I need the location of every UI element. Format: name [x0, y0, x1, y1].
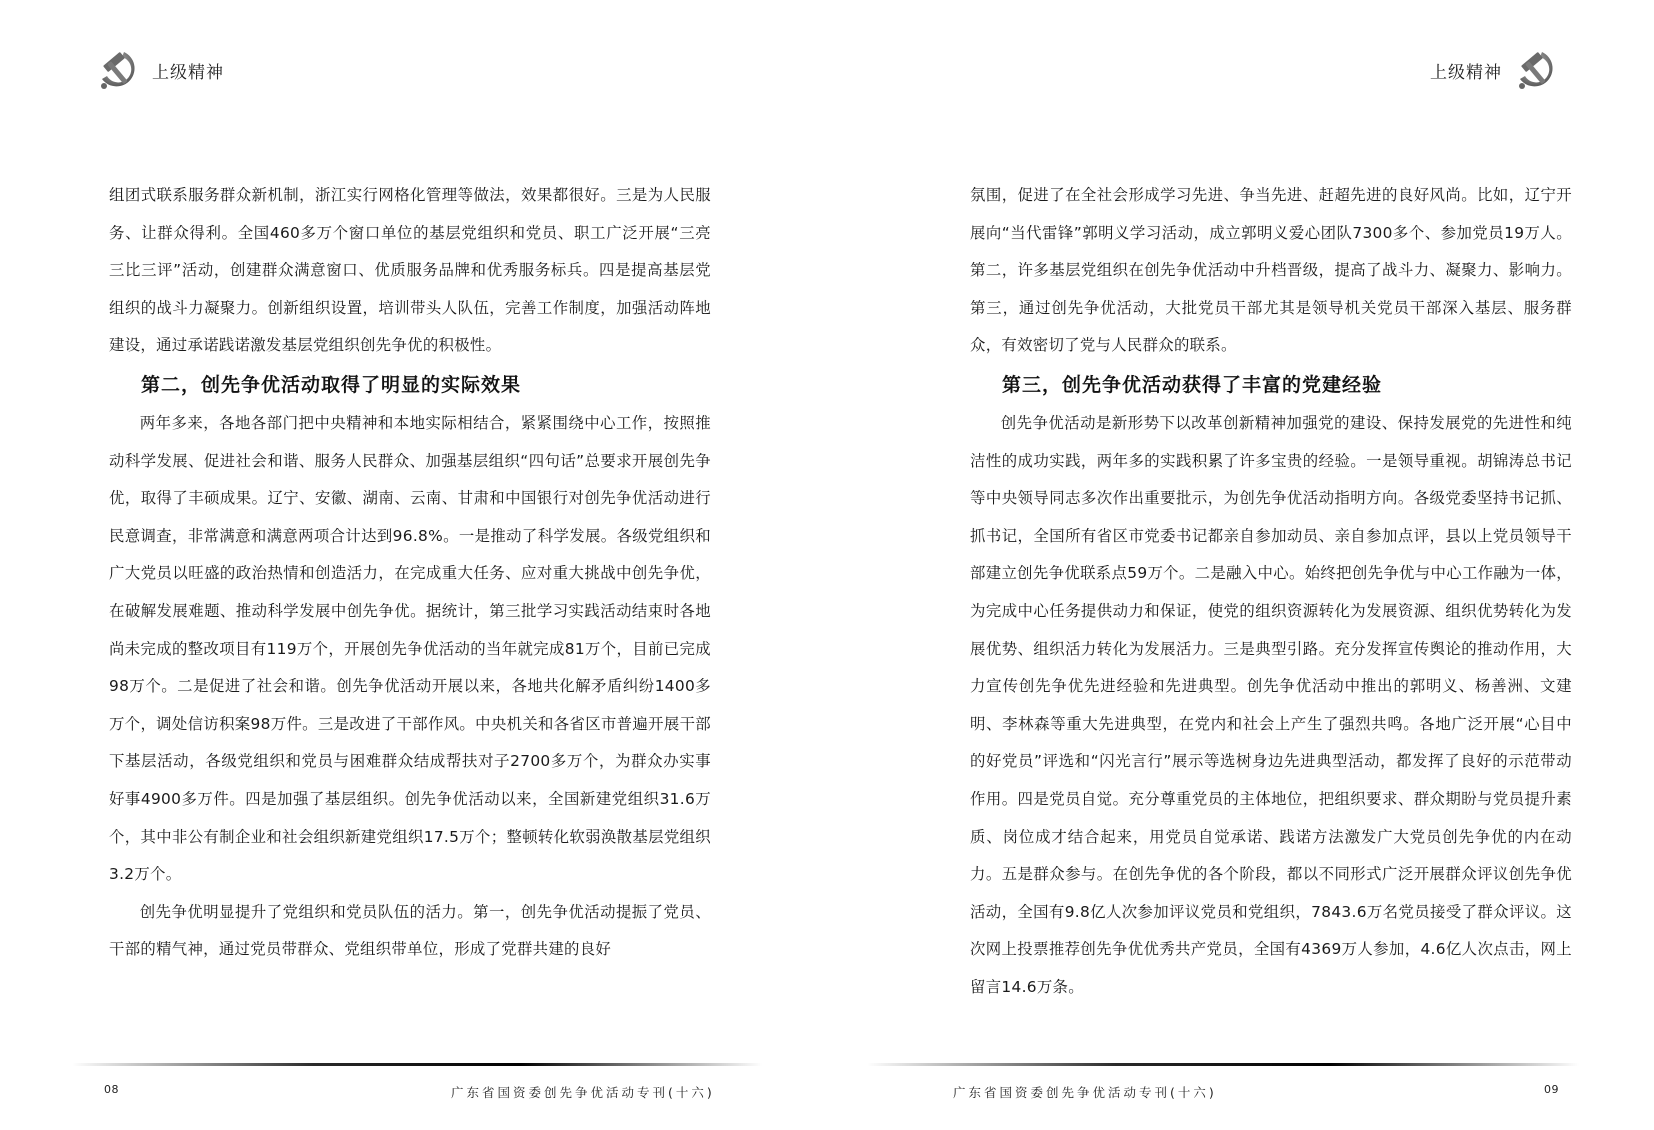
section-heading: 第三，创先争优活动获得了丰富的党建经验 [1002, 373, 1383, 396]
page-header [94, 46, 224, 94]
footer-divider [867, 1063, 1579, 1066]
body-paragraph: 氛围，促进了在全社会形成学习先进、争当先进、赶超先进的良好风尚。比如，辽宁开展向“当代雷锋”郭明义学习活动，成立郭明义爱心团队7300多个、参加党员19万人。第二，许多基层党组织在创先争优活动中升档晋级，提高了战斗力、凝聚力、影响力。第三，通过创先争优活动，大批党员干部尤其是领导机关党员干部深入基层、服务群众，有效密切了党与人民群众的联系。 [970, 186, 1572, 355]
publication-title: 广东省国资委创先争优活动专刊(十六) [451, 1085, 715, 1100]
publication-title: 广东省国资委创先争优活动专刊(十六) [953, 1085, 1217, 1100]
section-label: 上级精神 [1430, 62, 1502, 83]
right-page [827, 0, 1654, 1130]
section-label: 上级精神 [152, 62, 224, 83]
footer-divider [72, 1063, 762, 1066]
body-paragraph: 创先争优明显提升了党组织和党员队伍的活力。第一，创先争优活动提振了党员、干部的精气神，通过党员带群众、党组织带单位，形成了党群共建的良好 [109, 902, 711, 959]
hammer-sickle-icon [94, 46, 142, 94]
section-heading: 第二，创先争优活动取得了明显的实际效果 [141, 373, 522, 396]
page-number: 09 [1544, 1083, 1559, 1096]
body-paragraph: 两年多来，各地各部门把中央精神和本地实际相结合，紧紧围绕中心工作，按照推动科学发展、促进社会和谐、服务人民群众、加强基层组织“四句话”总要求开展创先争优，取得了丰硕成果。辽宁、安徽、湖南、云南、甘肃和中国银行对创先争优活动进行民意调查，非常满意和满意两项合计达到96.8%。一是推动了科学发展。各级党组织和广大党员以旺盛的政治热情和创造活力，在完成重大任务、应对重大挑战中创先争优，在破解发展难题、推动科学发展中创先争优。据统计，第三批学习实践活动结束时各地尚未完成的整改项目有119万个，开展创先争优活动的当年就完成81万个，目前已完成98万个。二是促进了社会和谐。创先争优活动开展以来，各地共化解矛盾纠纷1400多万个，调处信访积案98万件。三是改进了干部作风。中央机关和各省区市普遍开展干部下基层活动，各级党组织和党员与困难群众结成帮扶对子2700多万个，为群众办实事好事4900多万件。四是加强了基层组织。创先争优活动以来，全国新建党组织31.6万个，其中非公有制企业和社会组织新建党组织17.5万个；整顿转化软弱涣散基层党组织3.2万个。 [109, 413, 711, 884]
page-number: 08 [104, 1083, 119, 1096]
page-header [1430, 46, 1560, 94]
page-body [970, 177, 1572, 1006]
body-paragraph: 创先争优活动是新形势下以改革创新精神加强党的建设、保持发展党的先进性和纯洁性的成功实践，两年多的实践积累了许多宝贵的经验。一是领导重视。胡锦涛总书记等中央领导同志多次作出重要批示，为创先争优活动指明方向。各级党委坚持书记抓、抓书记，全国所有省区市党委书记都亲自参加动员、亲自参加点评，县以上党员领导干部建立创先争优联系点59万个。二是融入中心。始终把创先争优与中心工作融为一体，为完成中心任务提供动力和保证，使党的组织资源转化为发展资源、组织优势转化为发展优势、组织活力转化为发展活力。三是典型引路。充分发挥宣传舆论的推动作用，大力宣传创先争优先进经验和先进典型。创先争优活动中推出的郭明义、杨善洲、文建明、李林森等重大先进典型，在党内和社会上产生了强烈共鸣。各地广泛开展“心目中的好党员”评选和“闪光言行”展示等选树身边先进典型活动，都发挥了良好的示范带动作用。四是党员自觉。充分尊重党员的主体地位，把组织要求、群众期盼与党员提升素质、岗位成才结合起来，用党员自觉承诺、践诺方法激发广大党员创先争优的内在动力。五是群众参与。在创先争优的各个阶段，都以不同形式广泛开展群众评议创先争优活动，全国有9.8亿人次参加评议党员和党组织，7843.6万名党员接受了群众评议。这次网上投票推荐创先争优优秀共产党员，全国有4369万人参加，4.6亿人次点击，网上留言14.6万条。 [970, 413, 1572, 996]
body-paragraph: 组团式联系服务群众新机制，浙江实行网格化管理等做法，效果都很好。三是为人民服务、让群众得利。全国460多万个窗口单位的基层党组织和党员、职工广泛开展“三亮三比三评”活动，创建群众满意窗口、优质服务品牌和优秀服务标兵。四是提高基层党组织的战斗力凝聚力。创新组织设置，培训带头人队伍，完善工作制度，加强活动阵地建设，通过承诺践诺激发基层党组织创先争优的积极性。 [109, 186, 711, 355]
page-body [109, 177, 711, 969]
hammer-sickle-icon [1512, 46, 1560, 94]
